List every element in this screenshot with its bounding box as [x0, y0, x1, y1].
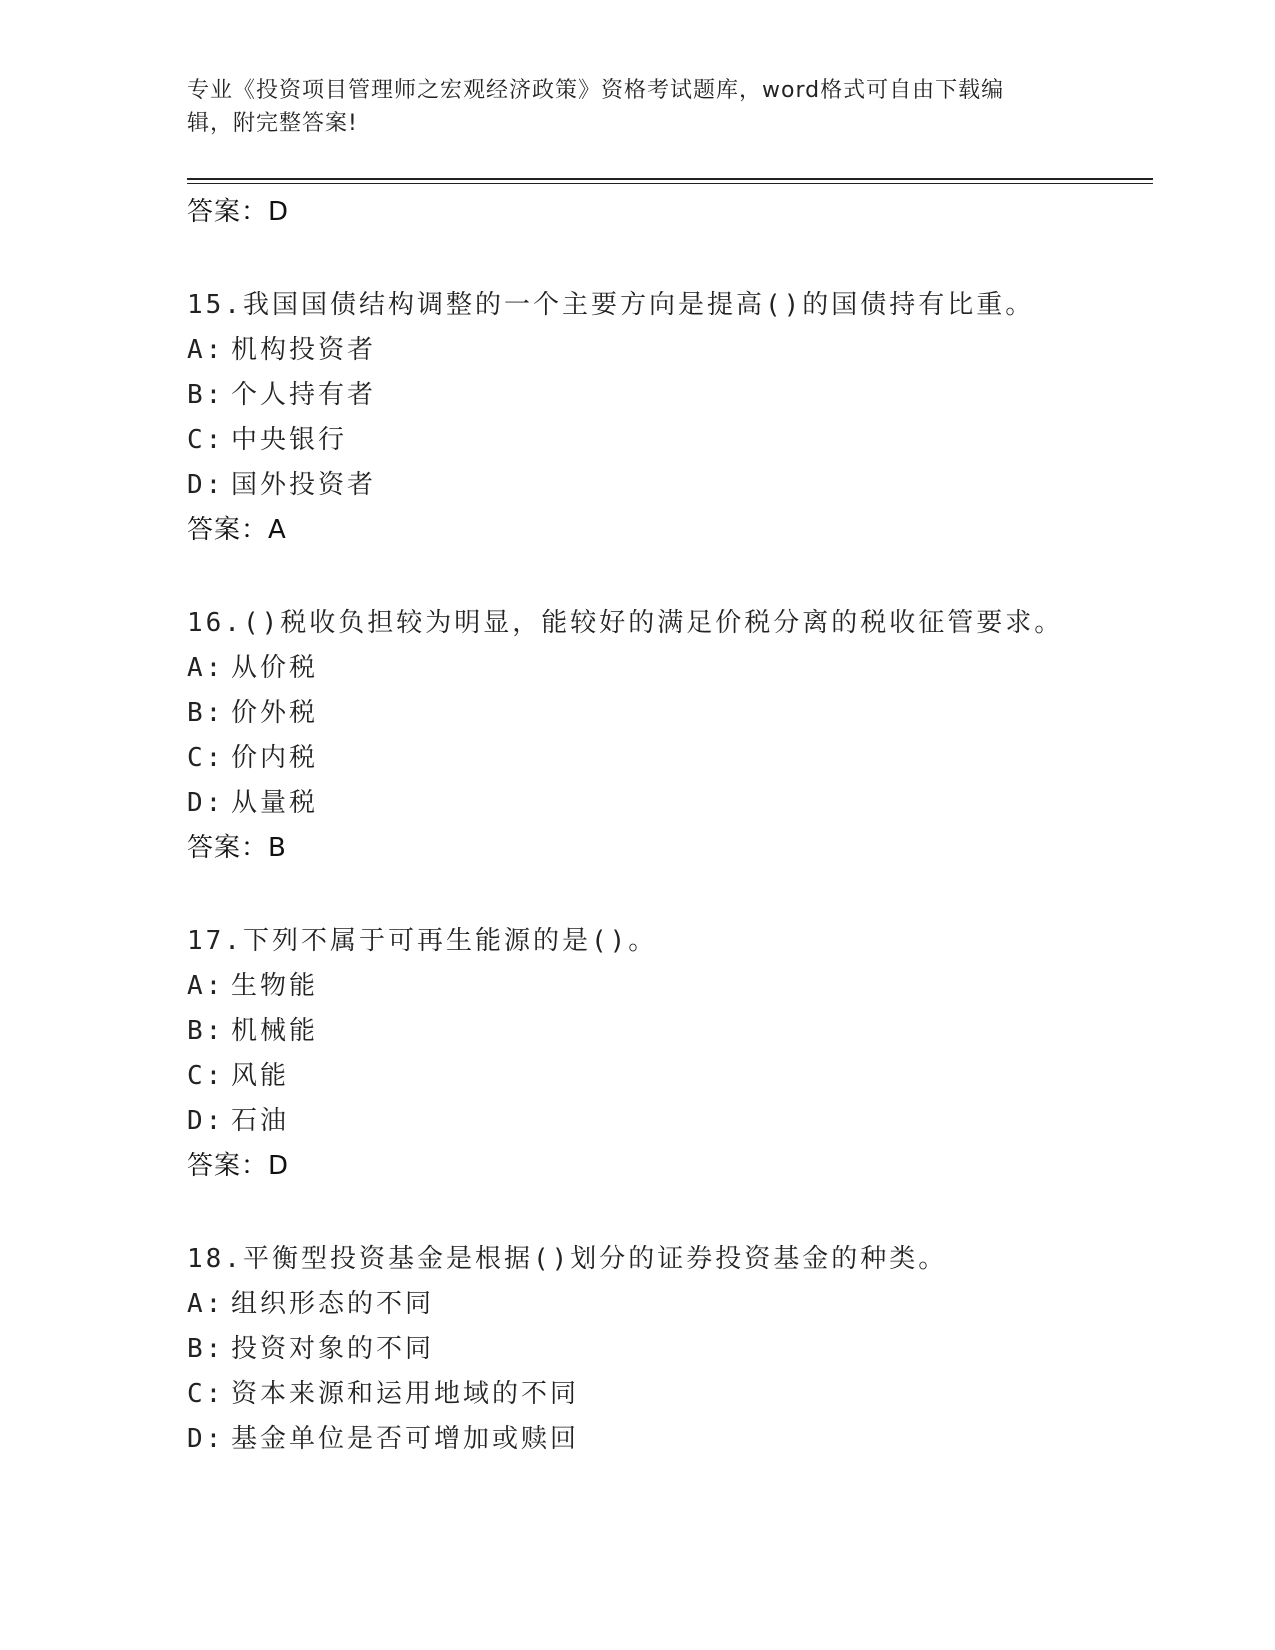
option-d: D: 国外投资者 [187, 470, 377, 500]
option-c: C: 价内税 [187, 743, 319, 773]
answer-line: 答案：B [187, 833, 287, 863]
option-c: C: 中央银行 [187, 425, 348, 455]
question-stem: 17.下列不属于可再生能源的是()。 [187, 926, 658, 956]
answer-line: 答案：D [187, 197, 290, 227]
option-d: D: 从量税 [187, 788, 319, 818]
option-b: B: 价外税 [187, 698, 319, 728]
header-line-2: 辑，附完整答案! [187, 111, 358, 136]
option-a: A: 生物能 [187, 971, 319, 1001]
header-line-1: 专业《投资项目管理师之宏观经济政策》资格考试题库，word格式可自由下载编 [187, 78, 1005, 103]
question-block [187, 918, 1153, 1188]
question-list [187, 190, 1153, 1462]
header-rule-thin [187, 183, 1153, 184]
document-header [187, 74, 1067, 140]
question-block [187, 600, 1153, 870]
question-block [187, 1236, 1153, 1462]
option-b: B: 投资对象的不同 [187, 1334, 435, 1364]
option-a: A: 组织形态的不同 [187, 1289, 435, 1319]
answer-line: 答案：A [187, 515, 287, 545]
option-a: A: 从价税 [187, 653, 319, 683]
option-c: C: 资本来源和运用地域的不同 [187, 1379, 580, 1409]
option-a: A: 机构投资者 [187, 335, 377, 365]
question-stem: 16.()税收负担较为明显，能较好的满足价税分离的税收征管要求。 [187, 608, 1064, 638]
question-stem: 15.我国国债结构调整的一个主要方向是提高()的国债持有比重。 [187, 290, 1035, 320]
answer-line: 答案：D [187, 1151, 290, 1181]
option-b: B: 机械能 [187, 1016, 319, 1046]
question-block [187, 282, 1153, 552]
question-stem: 18.平衡型投资基金是根据()划分的证券投资基金的种类。 [187, 1244, 948, 1274]
option-d: D: 基金单位是否可增加或赎回 [187, 1424, 580, 1454]
option-d: D: 石油 [187, 1106, 290, 1136]
header-rule-thick [187, 178, 1153, 180]
option-b: B: 个人持有者 [187, 380, 377, 410]
option-c: C: 风能 [187, 1061, 290, 1091]
